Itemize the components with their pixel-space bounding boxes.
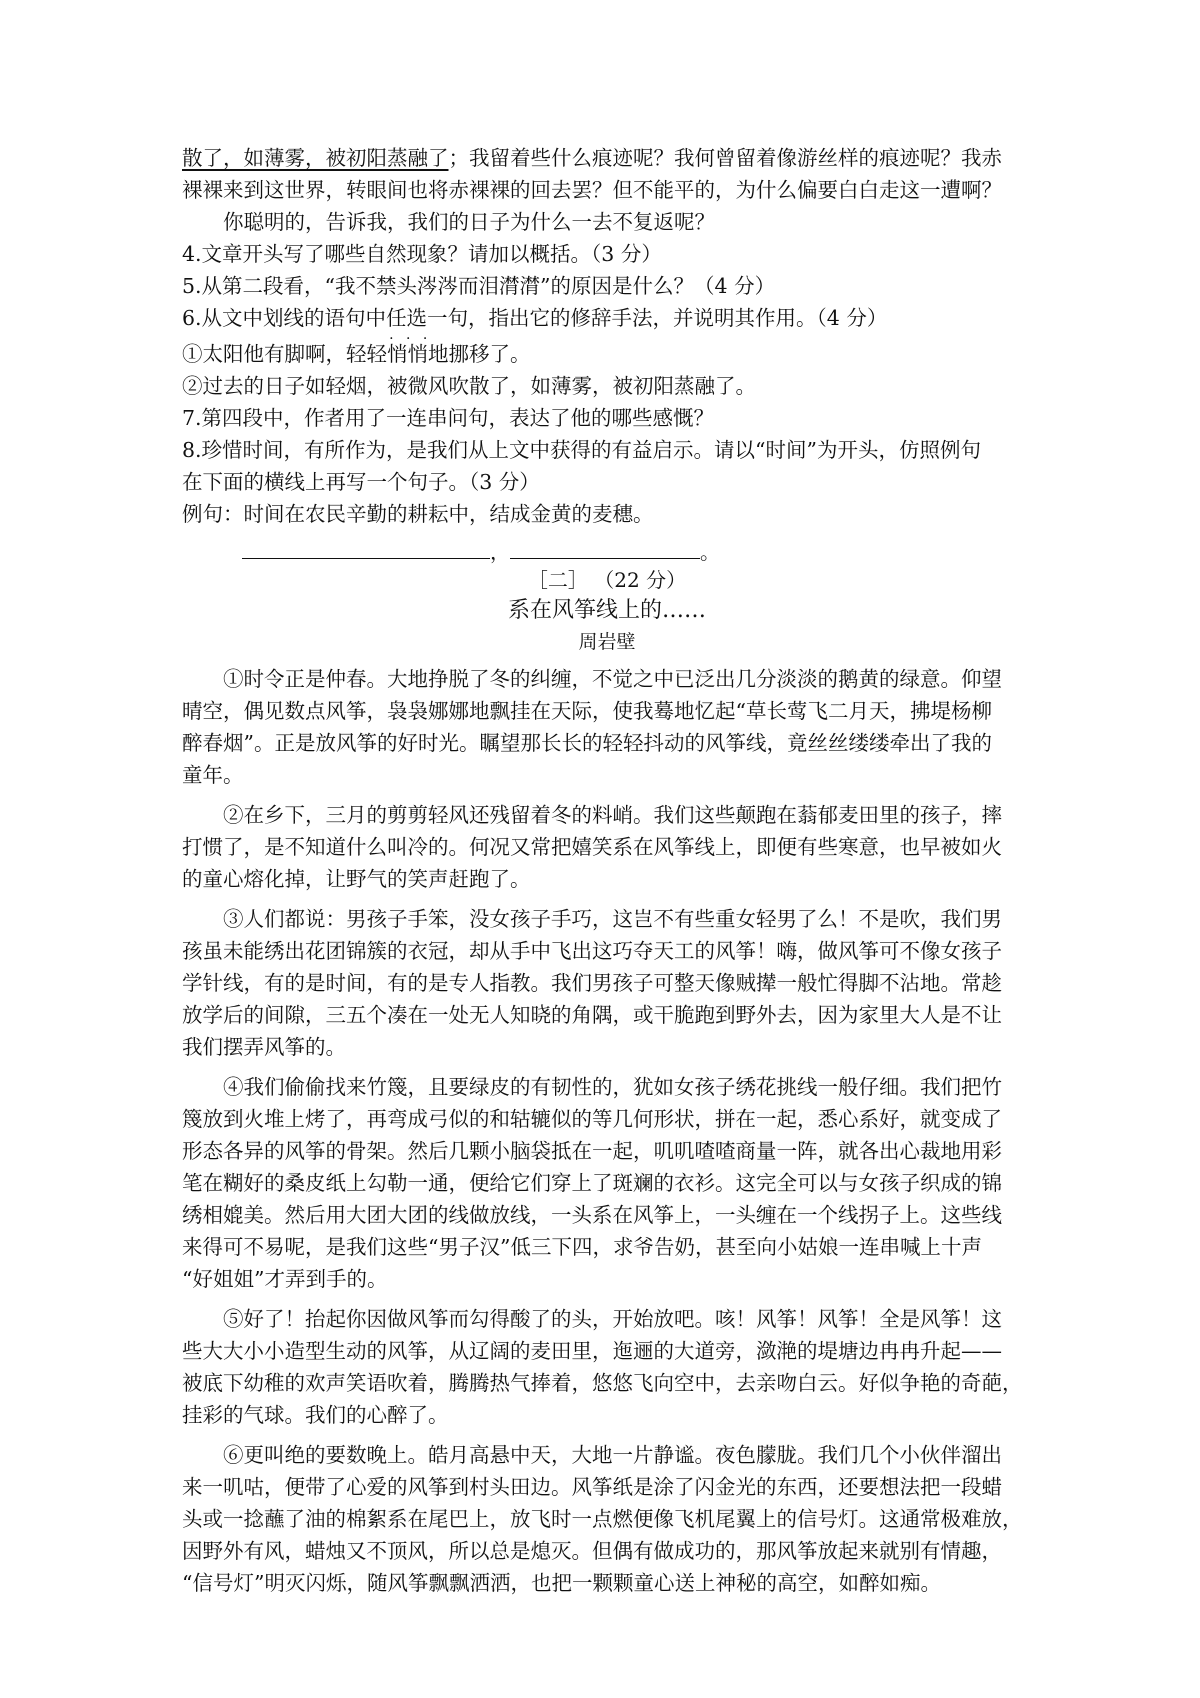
story-paragraph-4: [182, 1071, 1032, 1295]
paragraph-line: ⑥更叫绝的要数晚上。皓月高悬中天，大地一片静谧。夜色朦胧。我们几个小伙伴溜出: [223, 1443, 1002, 1467]
comma: ，: [490, 540, 510, 564]
paragraph-line: 醉春烟”。正是放风筝的好时光。瞩望那长长的轻轻抖动的风筝线，竟丝丝缕缕牵出了我的: [182, 731, 992, 755]
paragraph-line: 打惯了，是不知道什么叫冷的。何况又常把嬉笑系在风筝线上，即便有些寒意，也早被如火: [182, 835, 1002, 859]
section-heading: ［二］ （22 分）: [527, 568, 687, 592]
story-title: 系在风筝线上的……: [507, 598, 706, 623]
paragraph-line: 放学后的间隙，三五个凑在一处无人知晓的角隅，或干脆跑到野外去，因为家里大人是不让: [182, 1003, 1002, 1027]
answer-blank-2[interactable]: [510, 536, 700, 559]
paragraph-line: 绣相媲美。然后用大团大团的线做放线，一头系在风筝上，一头缠在一个线拐子上。这些线: [182, 1203, 1002, 1227]
option-1: ①太阳他有脚啊，轻轻悄悄地挪移了。: [182, 342, 531, 366]
underlined-sentence: 散了，如薄雾，被初阳蒸融了: [182, 146, 449, 170]
passage-line: 你聪明的，告诉我，我们的日子为什么一去不复返呢？: [223, 210, 715, 234]
paragraph-line: 头或一捻蘸了油的棉絮系在尾巴上，放飞时一点燃便像飞机尾翼上的信号灯。这通常极难放，: [182, 1507, 1023, 1531]
paragraph-line: ③人们都说：男孩子手笨，没女孩子手巧，这岂不有些重女轻男了么！不是吹，我们男: [223, 907, 1002, 931]
paragraph-line: “信号灯”明灭闪烁，随风筝飘飘洒洒，也把一颗颗童心送上神秘的高空，如醉如痴。: [182, 1571, 941, 1595]
story-body: [182, 663, 1032, 1599]
top-passage: [182, 142, 1032, 238]
paragraph-line: 孩虽未能绣出花团锦簇的衣冠，却从手中飞出这巧夺天工的风筝！嗨，做风筝可不像女孩子: [182, 939, 1002, 963]
paragraph-line: 些大大小小造型生动的风筝，从辽阔的麦田里，迤逦的大道旁，潋滟的堤塘边冉冉升起——: [182, 1339, 1002, 1363]
question-7: 7.第四段中，作者用了一连串问句，表达了他的哪些感慨？: [182, 406, 715, 430]
paragraph-line: ⑤好了！抬起你因做风筝而勾得酸了的头，开始放吧。咳！风筝！风筝！全是风筝！这: [223, 1307, 1002, 1331]
story-paragraph-5: [182, 1303, 1032, 1431]
story-paragraph-3: [182, 903, 1032, 1063]
paragraph-line: 因野外有风，蜡烛又不顶风，所以总是熄灭。但偶有做成功的，那风筝放起来就别有情趣，: [182, 1539, 1002, 1563]
paragraph-line: 形态各异的风筝的骨架。然后几颗小脑袋抵在一起，叽叽喳喳商量一阵，就各出心裁地用彩: [182, 1139, 1002, 1163]
paragraph-line: 来一叽咕，便带了心爱的风筝到村头田边。风筝纸是涂了闪金光的东西，还要想法把一段蜡: [182, 1475, 1002, 1499]
paragraph-line: 学针线，有的是时间，有的是专人指教。我们男孩子可整天像贼撵一般忙得脚不沾地。常趁: [182, 971, 1002, 995]
paragraph-line: ②在乡下，三月的剪剪轻风还残留着冬的料峭。我们这些颠跑在蓊郁麦田里的孩子，摔: [223, 803, 1002, 827]
question-5: 5.从第二段看，“我不禁头涔涔而泪潸潸”的原因是什么？（4 分）: [182, 274, 776, 298]
period: 。: [700, 540, 720, 564]
story-paragraph-2: [182, 799, 1032, 895]
exam-page: [182, 142, 1032, 1607]
paragraph-line: 我们摆弄风筝的。: [182, 1035, 346, 1059]
paragraph-line: ①时令正是仲春。大地挣脱了冬的纠缠，不觉之中已泛出几分淡淡的鹅黄的绿意。仰望: [223, 667, 1002, 691]
paragraph-line: “好姐姐”才弄到手的。: [182, 1267, 388, 1291]
paragraph-line: 被底下幼稚的欢声笑语吹着，腾腾热气捧着，悠悠飞向空中，去亲吻白云。好似争艳的奇葩，: [182, 1371, 1023, 1395]
story-paragraph-6: [182, 1439, 1032, 1599]
paragraph-line: 的童心熔化掉，让野气的笑声赶跑了。: [182, 867, 531, 891]
option-2: ②过去的日子如轻烟，被微风吹散了，如薄雾，被初阳蒸融了。: [182, 374, 756, 398]
story-author: 周岩壁: [578, 631, 636, 653]
paragraph-line: 挂彩的气球。我们的心醉了。: [182, 1403, 449, 1427]
paragraph-line: ④我们偷偷找来竹篾，且要绿皮的有韧性的，犹如女孩子绣花挑线一般仔细。我们把竹: [223, 1075, 1002, 1099]
questions: [182, 238, 1032, 567]
passage-line: [182, 142, 1032, 174]
paragraph-line: 晴空，偶见数点风筝，袅袅娜娜地飘挂在天际，使我蓦地忆起“草长莺飞二月天，拂堤杨柳: [182, 699, 992, 723]
question-8-line1: 8.珍惜时间，有所作为，是我们从上文中获得的有益启示。请以“时间”为开头，仿照例句: [182, 438, 982, 462]
paragraph-line: 笔在糊好的桑皮纸上勾勒一通，便给它们穿上了斑斓的衣衫。这完全可以与女孩子织成的锦: [182, 1171, 1002, 1195]
question-6: [182, 302, 1032, 334]
paragraph-line: 来得可不易呢，是我们这些“男子汉”低三下四，求爷告奶，甚至向小姑娘一连串喊上十声: [182, 1235, 982, 1259]
question-4: 4.文章开头写了哪些自然现象？请加以概括。（3 分）: [182, 242, 662, 266]
passage-line: 裸裸来到这世界，转眼间也将赤裸裸的回去罢？但不能平的，为什么偏要白白走这一遭啊？: [182, 178, 1002, 202]
question-text: 句，指出它的修辞手法，并说明其作用。（4 分）: [447, 306, 888, 330]
question-text: 6.从文中划线的语句中: [182, 306, 387, 330]
paragraph-line: 篾放到火堆上烤了，再弯成弓似的和轱辘似的等几何形状，拼在一起，悉心系好，就变成了: [182, 1107, 1002, 1131]
paragraph-line: 童年。: [182, 763, 244, 787]
example-sentence: 例句：时间在农民辛勤的耕耘中，结成金黄的麦穗。: [182, 502, 654, 526]
answer-blanks: [182, 536, 1032, 567]
emphasis-dotted-text: 任选一 · · ·: [386, 306, 448, 330]
answer-blank-1[interactable]: [242, 536, 490, 559]
question-8-line2: 在下面的横线上再写一个句子。（3 分）: [182, 470, 540, 494]
passage-text: ；我留着些什么痕迹呢？我何曾留着像游丝样的痕迹呢？我赤: [448, 146, 1002, 170]
story-paragraph-1: [182, 663, 1032, 791]
